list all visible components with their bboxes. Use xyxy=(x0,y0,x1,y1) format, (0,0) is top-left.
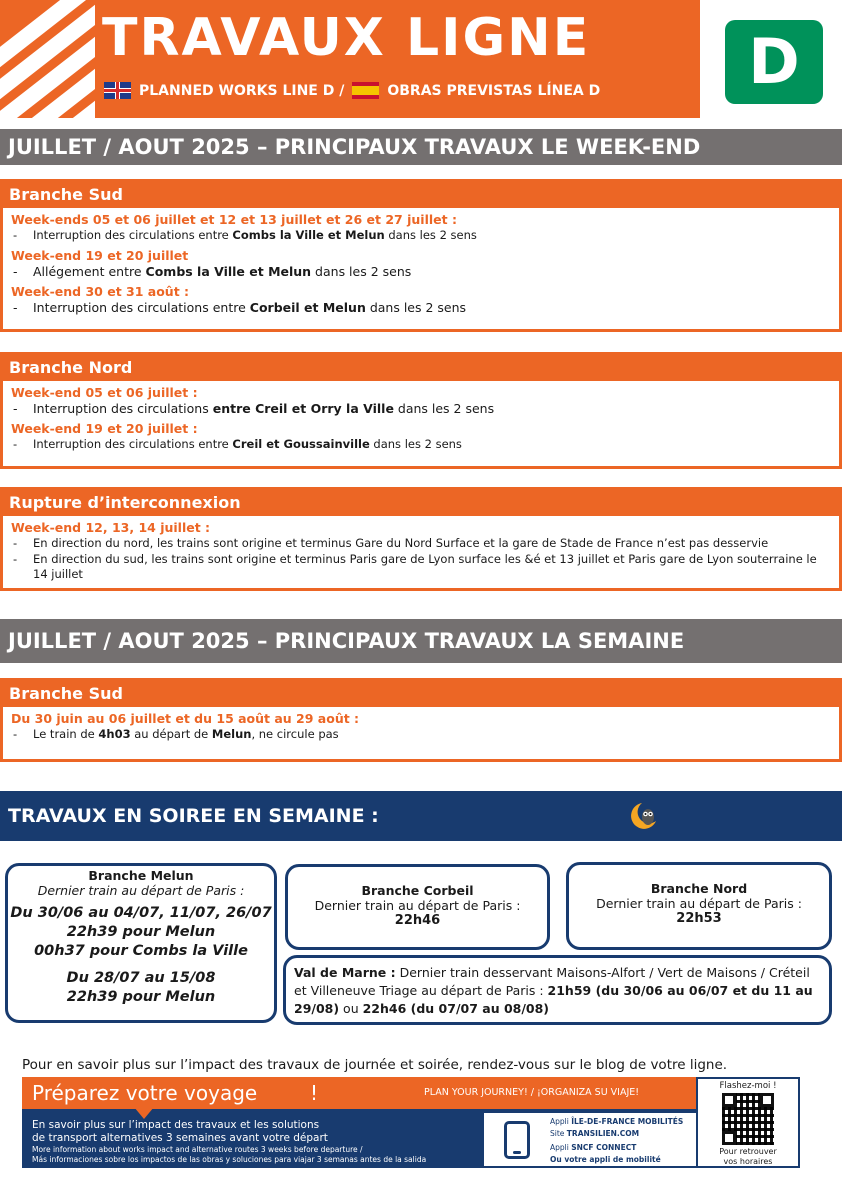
card-title: Branche Melun xyxy=(88,868,194,883)
card-value: Du 28/07 au 15/08 xyxy=(66,970,216,986)
weekend-section-title: JUILLET / AOUT 2025 – PRINCIPAUX TRAVAUX LE WEEK-END xyxy=(0,129,842,165)
weekend-nord-block xyxy=(0,352,842,469)
entry-line: - Interruption des circulations entre Creil et Goussainville dans les 2 sens xyxy=(11,437,833,452)
entry-line: - En direction du sud, les trains sont origine et terminus Paris gare de Lyon surface les &é et 13 juillet et Paris gare de Lyon souterraine le 14 juillet xyxy=(11,552,833,582)
header-subtitle xyxy=(104,82,600,99)
footer-note: Pour en savoir plus sur l’impact des travaux de journée et soirée, rendez-vous sur le blog de votre ligne. xyxy=(22,1057,728,1073)
card-subtitle: Dernier train au départ de Paris : xyxy=(596,896,802,911)
qr-footer: vos horaires xyxy=(723,1157,773,1166)
entry-line: - Interruption des circulations entre Creil et Orry la Ville dans les 2 sens xyxy=(11,401,833,416)
card-value: Du 30/06 au 04/07, 11/07, 26/07 xyxy=(10,905,272,921)
app-line: Ou votre appli de mobilité xyxy=(550,1155,661,1164)
header-stripes xyxy=(0,0,95,118)
block-title: Rupture d’interconnexion xyxy=(3,490,839,516)
prepare-title: Préparez votre voyage xyxy=(32,1081,258,1105)
entry-title: Week-end 19 et 20 juillet xyxy=(11,248,189,263)
entry-line: - Allégement entre Combs la Ville et Melun dans les 2 sens xyxy=(11,264,833,279)
qr-caption: Flashez-moi ! xyxy=(719,1081,777,1091)
subtitle-es: OBRAS PREVISTAS LÍNEA D xyxy=(387,82,601,99)
footer-text-es: Más informaciones sobre los impactos de las obras y soluciones para viajar 3 semanas antes de la salida xyxy=(32,1155,427,1164)
header-banner xyxy=(0,0,700,118)
footer-panel xyxy=(22,1077,800,1168)
entry-title: Week-ends 05 et 06 juillet et 12 et 13 juillet et 26 et 27 juillet : xyxy=(11,212,457,227)
prepare-exclamation: ! xyxy=(310,1081,319,1105)
rupture-block xyxy=(0,487,842,591)
card-title: Branche Nord xyxy=(650,881,748,896)
app-line: Site TRANSILIEN.COM xyxy=(550,1129,640,1138)
card-subtitle: Dernier train au départ de Paris : xyxy=(37,883,245,898)
entry-line: - En direction du nord, les trains sont origine et terminus Gare du Nord Surface et la gare de Stade de France n’est pas desservie xyxy=(11,536,833,551)
entry-line: - Interruption des circulations entre Combs la Ville et Melun dans les 2 sens xyxy=(11,228,833,243)
app-line: Appli SNCF CONNECT xyxy=(550,1143,637,1152)
entry-line: - Le train de 4h03 au départ de Melun, ne circule pas xyxy=(11,727,833,742)
speech-tail xyxy=(134,1107,154,1119)
card-branche-corbeil xyxy=(285,864,550,950)
subtitle-en: PLANNED WORKS LINE D / xyxy=(139,82,345,99)
line-d-badge: D xyxy=(725,20,823,104)
footer-text: En savoir plus sur l’impact des travaux et les solutions xyxy=(32,1119,320,1131)
card-value: 22h39 pour Melun xyxy=(66,989,216,1005)
card-value: 00h37 pour Combs la Ville xyxy=(34,943,248,959)
entry-title: Week-end 05 et 06 juillet : xyxy=(11,385,198,400)
card-value: 22h39 pour Melun xyxy=(66,924,216,940)
entry-title: Week-end 12, 13, 14 juillet : xyxy=(11,520,211,535)
card-title: Val de Marne : xyxy=(294,965,396,980)
page-title: TRAVAUX LIGNE xyxy=(102,8,591,68)
spain-flag-icon xyxy=(352,82,379,99)
block-title: Branche Sud xyxy=(3,182,839,208)
entry-title: Du 30 juin au 06 juillet et du 15 août au 29 août : xyxy=(11,711,360,726)
card-subtitle: Dernier train au départ de Paris : xyxy=(314,898,521,913)
block-title: Branche Nord xyxy=(3,355,839,381)
card-title: Branche Corbeil xyxy=(361,883,474,898)
soiree-section-title: TRAVAUX EN SOIREE EN SEMAINE : xyxy=(0,791,842,841)
card-val-de-marne: Val de Marne : Dernier train desservant Maisons-Alfort / Vert de Maisons / Créteil et Villeneuve Triage au départ de Paris : 21h59 (du 30/06 au 06/07 et du 11 au 29/08) ou 22h46 (du 07/07 au 08/08) xyxy=(283,955,832,1025)
card-branche-nord xyxy=(566,862,832,950)
footer-text-en: More information about works impact and alternative routes 3 weeks before departure / xyxy=(32,1145,363,1154)
entry-title: Week-end 30 et 31 août : xyxy=(11,284,190,299)
weekend-sud-block xyxy=(0,179,842,332)
qr-footer: Pour retrouver xyxy=(719,1147,777,1156)
qr-code-icon[interactable] xyxy=(722,1093,774,1145)
app-line: Appli ÎLE-DE-FRANCE MOBILITÉS xyxy=(550,1117,684,1126)
smartphone-icon xyxy=(504,1121,530,1159)
card-value: 22h53 xyxy=(676,911,722,926)
semaine-sud-block xyxy=(0,678,842,762)
card-branche-melun xyxy=(5,863,277,1023)
card-value: 22h46 xyxy=(394,913,441,928)
uk-flag-icon xyxy=(104,82,131,99)
moon-owl-icon xyxy=(628,801,658,831)
entry-title: Week-end 19 et 20 juillet : xyxy=(11,421,198,436)
apps-box xyxy=(484,1113,696,1166)
plan-your-journey: PLAN YOUR JOURNEY! / ¡ORGANIZA SU VIAJE! xyxy=(424,1087,640,1098)
entry-line: - Interruption des circulations entre Corbeil et Melun dans les 2 sens xyxy=(11,300,833,315)
footer-text: de transport alternatives 3 semaines avant votre départ xyxy=(32,1132,328,1144)
qr-box xyxy=(696,1077,800,1168)
semaine-section-title: JUILLET / AOUT 2025 – PRINCIPAUX TRAVAUX LA SEMAINE xyxy=(0,619,842,663)
block-title: Branche Sud xyxy=(3,681,839,707)
